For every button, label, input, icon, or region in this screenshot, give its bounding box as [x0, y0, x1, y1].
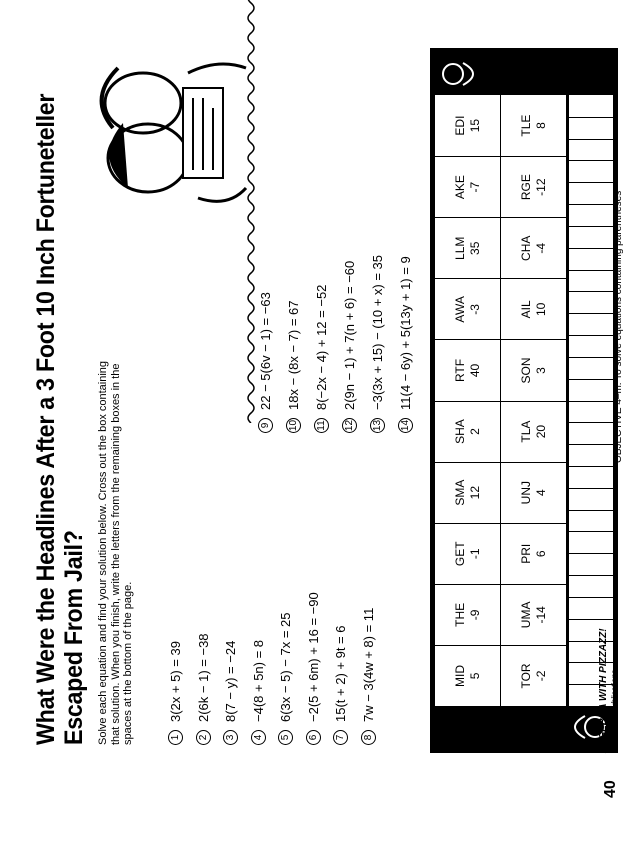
- answer-grid: [430, 48, 618, 753]
- equation-text: 7w − 3(4w + 8) = 11: [360, 607, 376, 722]
- box-letters: TOR: [518, 663, 533, 689]
- equation-text: −4(8 + 5n) = 8: [250, 639, 266, 722]
- equation-item: [306, 592, 321, 745]
- equation-item: [370, 255, 385, 433]
- solution-box[interactable]: [435, 156, 501, 217]
- equation-number: 9: [258, 418, 273, 433]
- equation-number: 2: [196, 730, 211, 745]
- equation-text: 22 − 5(6v − 1) = −63: [258, 292, 273, 410]
- box-letters: THE: [452, 602, 467, 627]
- equation-number: 13: [372, 419, 383, 432]
- box-value: -4: [533, 242, 548, 254]
- box-letters: SMA: [452, 479, 467, 506]
- equation-item: [361, 608, 376, 745]
- answer-space[interactable]: [569, 313, 613, 335]
- answer-space[interactable]: [569, 270, 613, 292]
- answer-space[interactable]: [569, 139, 613, 161]
- box-letters: LLM: [452, 236, 467, 260]
- answer-space[interactable]: [569, 510, 613, 532]
- equation-item: [251, 640, 266, 745]
- box-value: 6: [533, 550, 548, 558]
- answer-space[interactable]: [569, 488, 613, 510]
- solution-box[interactable]: [501, 462, 567, 523]
- answer-space[interactable]: [569, 95, 613, 117]
- equation-item: [333, 626, 348, 745]
- solution-box[interactable]: [501, 95, 567, 156]
- box-value: 35: [467, 241, 482, 255]
- box-value: 20: [533, 424, 548, 439]
- box-value: 15: [467, 118, 482, 133]
- box-value: -12: [533, 178, 548, 196]
- box-value: 3: [533, 367, 548, 374]
- box-letters: AIL: [518, 300, 533, 319]
- answer-space[interactable]: [569, 401, 613, 423]
- book-title: ALGEBRA WITH PIZZAZZ!: [598, 628, 609, 753]
- box-value: 2: [467, 428, 482, 435]
- answer-space[interactable]: [569, 291, 613, 313]
- solution-box[interactable]: [501, 584, 567, 645]
- equation-number: 12: [344, 419, 355, 432]
- box-letters: UMA: [518, 601, 533, 629]
- box-value: 40: [467, 363, 482, 378]
- answer-space[interactable]: [569, 226, 613, 248]
- box-value: -9: [467, 609, 482, 621]
- solution-box[interactable]: [501, 645, 567, 706]
- equation-text: 18x − (8x − 7) = 67: [286, 300, 301, 410]
- box-letters: RTF: [452, 358, 467, 383]
- solution-box[interactable]: [435, 339, 501, 400]
- box-letters: CHA: [518, 235, 533, 261]
- equation-item: [223, 641, 238, 745]
- equation-number: 14: [400, 419, 411, 432]
- page-number: 40: [602, 780, 619, 798]
- answer-space[interactable]: [569, 597, 613, 619]
- solution-box[interactable]: [435, 95, 501, 156]
- solution-box[interactable]: [435, 217, 501, 278]
- box-value: -3: [467, 304, 482, 315]
- worksheet-title: [32, 75, 88, 745]
- left-ornament: [435, 706, 613, 748]
- answer-space[interactable]: [569, 117, 613, 139]
- box-value: -1: [467, 548, 482, 560]
- solution-box[interactable]: [501, 156, 567, 217]
- answer-spaces: [567, 95, 613, 706]
- solution-box[interactable]: [435, 278, 501, 339]
- right-ornament: [435, 53, 613, 95]
- box-letters: SHA: [452, 419, 467, 444]
- answer-space[interactable]: [569, 466, 613, 488]
- answer-space[interactable]: [569, 531, 613, 553]
- equation-text: −3(3x + 15) − (10 + x) = 35: [370, 254, 385, 410]
- solution-boxes: [435, 95, 567, 706]
- box-letters: PRI: [518, 543, 533, 564]
- equation-number: 8: [361, 730, 376, 745]
- instructions: Solve each equation and find your solution below. Cross out the box containing that solution. When you finish, write the letters from the remaining boxes in the spaces at the bottom of the page.: [97, 360, 134, 745]
- equation-number: 10: [288, 419, 299, 432]
- box-letters: TLA: [518, 420, 533, 443]
- equation-text: 6(3x − 5) − 7x = 25: [278, 612, 293, 722]
- equation-number: 11: [314, 418, 329, 433]
- answer-space[interactable]: [569, 204, 613, 226]
- solution-box[interactable]: [435, 523, 501, 584]
- solution-box[interactable]: [501, 217, 567, 278]
- answer-space[interactable]: [569, 357, 613, 379]
- solution-box[interactable]: [501, 278, 567, 339]
- solution-box[interactable]: [501, 339, 567, 400]
- equation-text: 15(t + 2) + 9t = 6: [333, 625, 348, 722]
- equation-text: 11(4 − 6y) + 5(13y + 1) = 9: [398, 256, 413, 410]
- title-line-1: What Were the Headlines After a 3 Foot 10 Inch Fortuneteller: [32, 93, 60, 745]
- equation-text: −2(5 + 6m) + 16 = −90: [305, 592, 321, 722]
- box-value: 10: [533, 302, 548, 317]
- equation-item: [278, 613, 293, 745]
- answer-space[interactable]: [569, 182, 613, 204]
- title-line-2: Escaped From Jail?: [60, 530, 88, 745]
- equation-number: 1: [168, 730, 183, 745]
- box-value: -14: [533, 606, 548, 624]
- box-value: 12: [467, 485, 482, 500]
- box-value: -2: [533, 670, 548, 682]
- equation-item: [398, 256, 413, 433]
- equation-number: 4: [251, 730, 266, 745]
- publisher: © Creative Publications: [610, 669, 619, 753]
- box-letters: MID: [452, 664, 467, 687]
- box-letters: EDI: [452, 115, 467, 136]
- answer-space[interactable]: [569, 160, 613, 182]
- equation-text: 8(−2x − 4) + 12 = −52: [314, 284, 329, 410]
- equation-item: [342, 261, 357, 433]
- solution-box[interactable]: [501, 523, 567, 584]
- box-letters: UNJ: [518, 480, 533, 505]
- equation-text: 8(7 − y) = −24: [223, 640, 238, 722]
- solution-box[interactable]: [501, 401, 567, 462]
- equation-text: 2(6k − 1) = −38: [195, 633, 211, 722]
- answer-space[interactable]: [569, 379, 613, 401]
- objective: OBJECTIVE 4–m: To solve equations containing parentheses: [613, 190, 624, 463]
- equation-text: 2(9n − 1) + 7(n + 6) = −60: [342, 260, 357, 410]
- equation-number: 3: [223, 730, 238, 745]
- box-letters: TLE: [518, 114, 533, 137]
- answer-space[interactable]: [569, 575, 613, 597]
- equation-item: [258, 292, 273, 433]
- box-letters: AKE: [452, 175, 467, 200]
- box-value: 4: [533, 489, 548, 496]
- box-value: -7: [467, 181, 482, 193]
- equation-item: [286, 301, 301, 433]
- answer-space[interactable]: [569, 422, 613, 444]
- box-value: 8: [533, 122, 548, 129]
- equation-number: 7: [333, 730, 348, 745]
- equation-item: [168, 641, 183, 745]
- answer-space[interactable]: [569, 444, 613, 466]
- answer-space[interactable]: [569, 335, 613, 357]
- answer-space[interactable]: [569, 553, 613, 575]
- equation-item: [314, 285, 329, 433]
- equation-item: [196, 633, 211, 745]
- box-value: 5: [467, 672, 482, 680]
- solution-box[interactable]: [435, 401, 501, 462]
- box-letters: RGE: [518, 174, 533, 201]
- solution-box[interactable]: [435, 645, 501, 706]
- equation-number: 5: [278, 730, 293, 745]
- solution-box[interactable]: [435, 584, 501, 645]
- answer-space[interactable]: [569, 248, 613, 270]
- box-letters: GET: [452, 541, 467, 567]
- equation-text: 3(2x + 5) = 39: [168, 641, 183, 722]
- box-letters: SON: [518, 357, 533, 384]
- equation-number: 6: [306, 730, 321, 745]
- solution-box[interactable]: [435, 462, 501, 523]
- fortuneteller-illustration: [88, 48, 248, 228]
- box-letters: AWA: [452, 296, 467, 323]
